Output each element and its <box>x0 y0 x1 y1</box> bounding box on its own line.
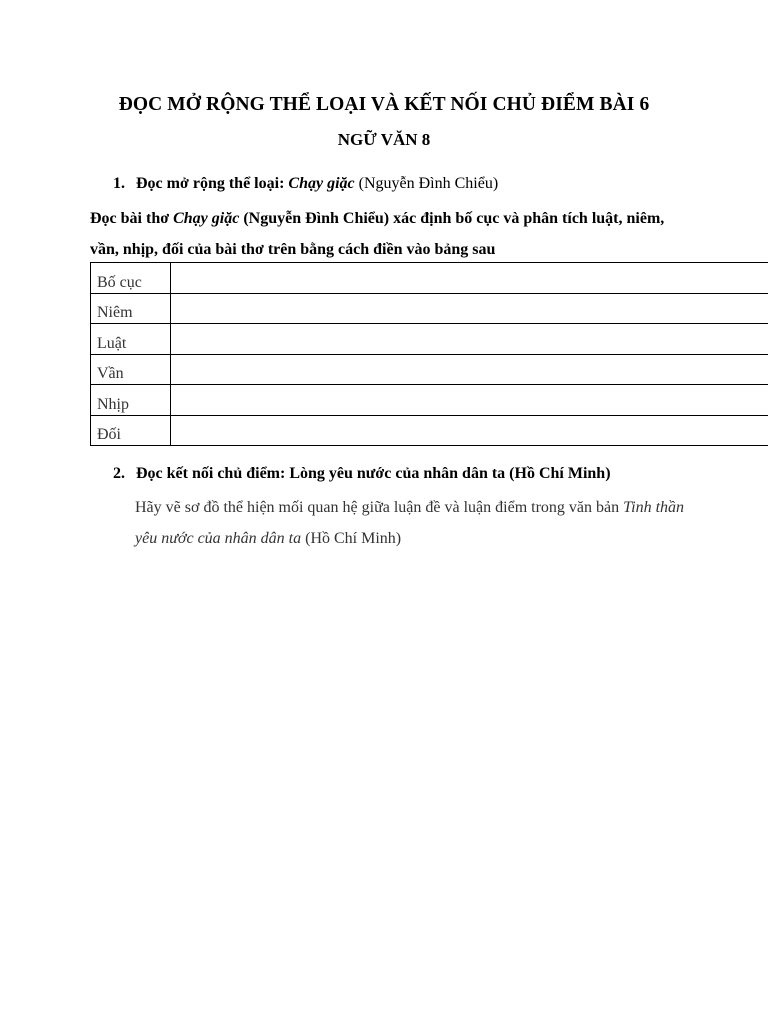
section-1-work-title: Chạy giặc <box>288 175 355 192</box>
table-answer-cell[interactable] <box>171 293 768 324</box>
table-row-label: Vần <box>91 354 171 385</box>
page-title: ĐỌC MỞ RỘNG THỂ LOẠI VÀ KẾT NỐI CHỦ ĐIỂM BÀI 6 <box>118 94 650 115</box>
section-2-task-before: Hãy vẽ sơ đồ thể hiện mối quan hệ giữa luận đề và luận điểm trong văn bản <box>135 499 624 516</box>
table-answer-cell[interactable] <box>171 385 768 416</box>
section-1-number: 1. <box>113 175 125 192</box>
table-row <box>91 293 768 324</box>
analysis-table <box>90 262 768 446</box>
instruction-line-1 <box>90 203 760 234</box>
instruction-line-2: vần, nhịp, đối của bài thơ trên bằng cách điền vào bảng sau <box>90 241 496 258</box>
section-1-author: (Nguyễn Đình Chiểu) <box>354 175 499 192</box>
section-2-task-after: (Hồ Chí Minh) <box>301 530 402 547</box>
instruction-before: Đọc bài thơ <box>90 210 174 227</box>
table-row <box>91 385 768 416</box>
section-2-number: 2. <box>113 465 125 482</box>
table-row-label: Niêm <box>91 293 171 324</box>
table-row-label: Bố cục <box>91 263 171 294</box>
table-answer-cell[interactable] <box>171 263 768 294</box>
section-2-task <box>135 492 695 554</box>
section-1-text <box>136 175 498 193</box>
section-1-label: Đọc mở rộng thể loại: <box>136 175 289 192</box>
table-row-label: Nhịp <box>91 385 171 416</box>
table-row <box>91 415 768 446</box>
table-answer-cell[interactable] <box>171 415 768 446</box>
instruction-paragraph <box>90 203 760 265</box>
table-answer-cell[interactable] <box>171 324 768 355</box>
instruction-work-title: Chạy giặc <box>173 210 240 227</box>
table-row <box>91 324 768 355</box>
table-row <box>91 263 768 294</box>
table-answer-cell[interactable] <box>171 354 768 385</box>
table-row-label: Luật <box>91 324 171 355</box>
section-2-label: Đọc kết nối chủ điểm: Lòng yêu nước của nhân dân ta (Hồ Chí Minh) <box>136 465 611 482</box>
page-subtitle: NGỮ VĂN 8 <box>337 130 431 149</box>
table-row <box>91 354 768 385</box>
section-2-task-title: Tinh thần yêu nước của nhân dân ta <box>135 499 685 547</box>
table-row-label: Đối <box>91 415 171 446</box>
instruction-line1-after: (Nguyễn Đình Chiểu) xác định bố cục và phân tích luật, niêm, <box>239 210 665 227</box>
